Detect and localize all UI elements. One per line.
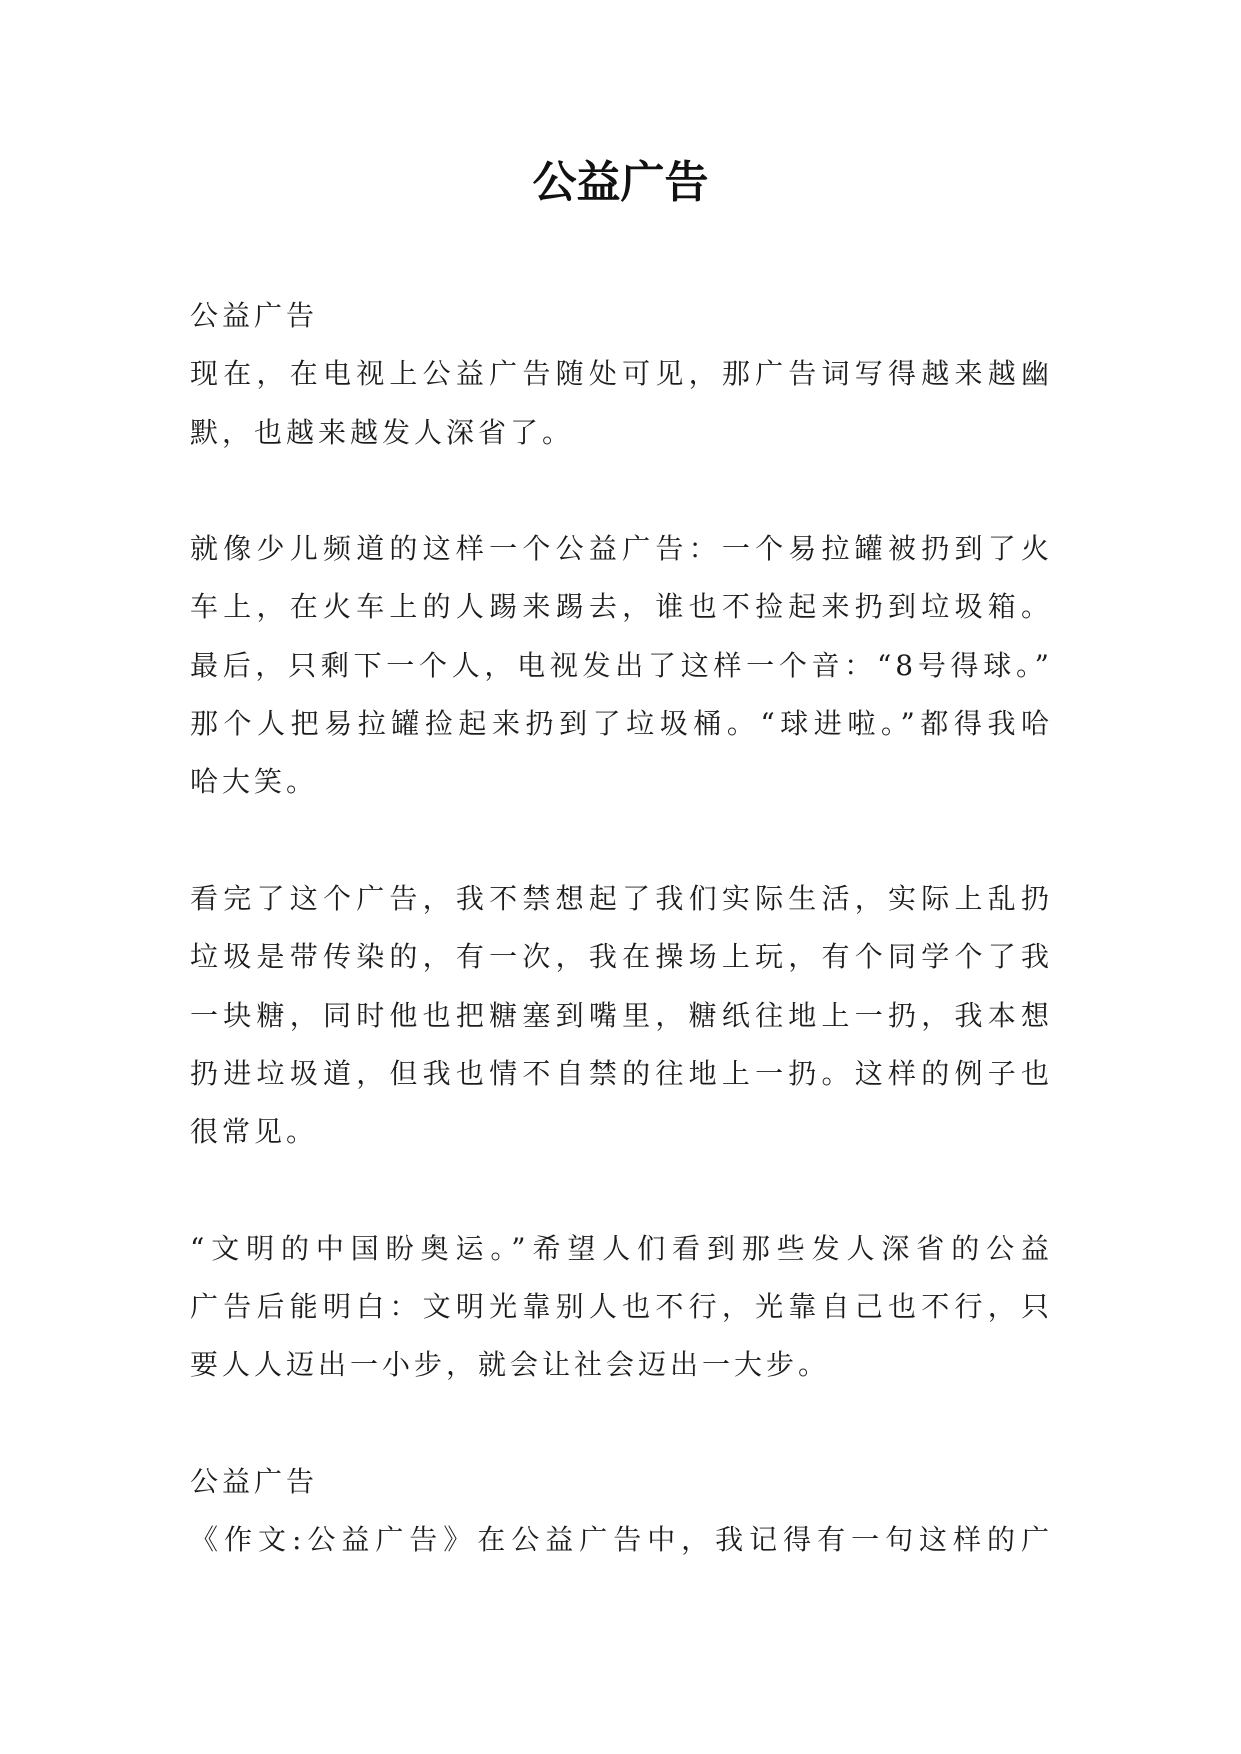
text-line: 一块糖，同时他也把糖塞到嘴里，糖纸往地上一扔，我本想 [190, 998, 1053, 1032]
text-line: 广告后能明白：文明光靠别人也不行，光靠自己也不行，只 [190, 1290, 1053, 1324]
text-line: 哈大笑。 [190, 765, 319, 799]
text-line: 默，也越来越发人深省了。 [190, 415, 575, 449]
text-line: 看完了这个广告，我不禁想起了我们实际生活，实际上乱扔 [190, 881, 1053, 915]
text-line: 那个人把易拉罐捡起来扔到了垃圾桶。“球进啦。”都得我哈 [190, 707, 1053, 741]
text-line: 车上，在火车上的人踢来踢去，谁也不捡起来扔到垃圾箱。 [190, 590, 1053, 624]
paragraph-block [190, 870, 1053, 1161]
text-line: 垃圾是带传染的，有一次，我在操场上玩，有个同学个了我 [190, 940, 1053, 974]
text-line: 《作文:公益广告》在公益广告中，我记得有一句这样的广 [190, 1523, 1053, 1557]
paragraph-block [190, 1220, 1053, 1395]
text-line: 最后，只剩下一个人，电视发出了这样一个音：“8号得球。” [190, 648, 1053, 682]
text-line: 就像少儿频道的这样一个公益广告：一个易拉罐被扔到了火 [190, 532, 1053, 566]
text-line: 要人人迈出一小步，就会让社会迈出一大步。 [190, 1348, 831, 1382]
paragraph-block [190, 520, 1053, 811]
paragraph-block [190, 287, 1053, 462]
document-title: 公益广告 [532, 157, 709, 208]
text-line: “文明的中国盼奥运。”希望人们看到那些发人深省的公益 [190, 1231, 1053, 1265]
document-body [190, 287, 1053, 1570]
section-heading: 公益广告 [190, 299, 319, 332]
text-line: 现在，在电视上公益广告随处可见，那广告词写得越来越幽 [190, 357, 1053, 391]
section-heading: 公益广告 [190, 1464, 319, 1498]
text-line: 扔进垃圾道，但我也情不自禁的往地上一扔。这样的例子也 [190, 1056, 1053, 1090]
text-line: 很常见。 [190, 1115, 319, 1149]
paragraph-block [190, 1453, 1053, 1570]
